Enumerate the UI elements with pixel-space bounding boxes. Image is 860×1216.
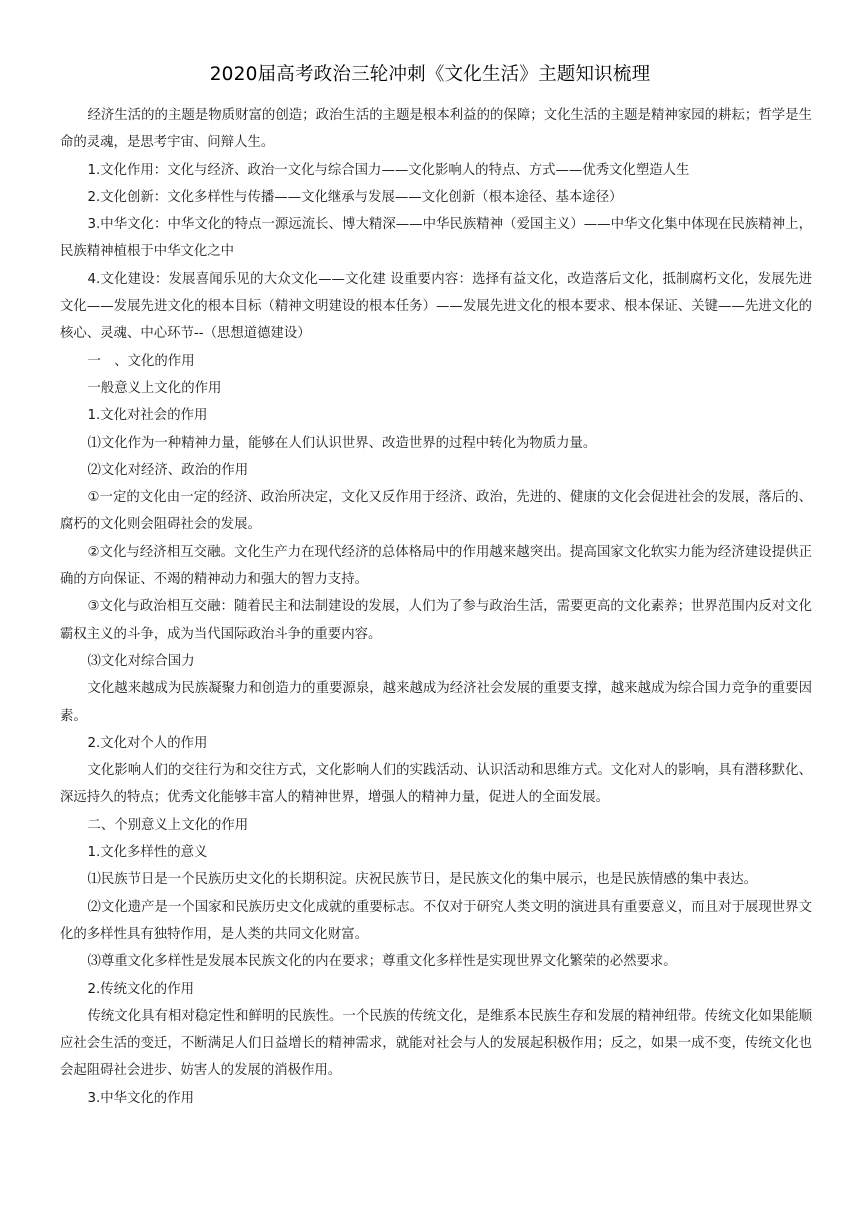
subsection-heading: 2.文化对个人的作用	[87, 735, 208, 751]
paragraph: ③文化与政治相互交融：随着民主和法制建设的发展，人们为了参与政治生活，需要更高的文化素养；世界范围内反对文化霸权主义的斗争，成为当代国际政治斗争的重要内容。	[60, 599, 812, 642]
paragraph: ①一定的文化由一定的经济、政治所决定，文化又反作用于经济、政治，先进的、健康的文化会促进社会的发展，落后的、腐朽的文化则会阻碍社会的发展。	[60, 490, 812, 533]
document-title: 2020届高考政治三轮冲刺《文化生活》主题知识梳理	[209, 64, 651, 85]
section-heading: 二、个别意义上文化的作用	[87, 817, 249, 833]
subsection-heading: 1.文化对社会的作用	[87, 408, 208, 424]
paragraph: 文化越来越成为民族凝聚力和创造力的重要源泉，越来越成为经济社会发展的重要支撑，越来越成为综合国力竞争的重要因素。	[60, 681, 812, 724]
paragraph: 传统文化具有相对稳定性和鲜明的民族性。一个民族的传统文化，是维系本民族生存和发展的精神纽带。传统文化如果能顺应社会生活的变迁，不断满足人们日益增长的精神需求，就能对社会与人的发展起积极作用；反之，如果一成不变，传统文化也会起阻碍社会进步、妨害人的发展的消极作用。	[60, 1008, 812, 1079]
paragraph: ⑶尊重文化多样性是发展本民族文化的内在要求；尊重文化多样性是实现世界文化繁荣的必然要求。	[87, 954, 677, 970]
paragraph: 2.文化创新：文化多样性与传播——文化继承与发展——文化创新（根本途径、基本途径）	[87, 189, 623, 205]
paragraph: 4.文化建设：发展喜闻乐见的大众文化——文化建 设重要内容：选择有益文化，改造落后文化，抵制腐朽文化，发展先进文化——发展先进文化的根本目标（精神文明建设的根本任务）——发展先进文化的根本要求、根本保证、关键——先进文化的核心、灵魂、中心环节--（思想道德建设）	[60, 271, 812, 342]
paragraph: ⑵文化遗产是一个国家和民族历史文化成就的重要标志。不仅对于研究人类文明的演进具有重要意义，而且对于展现世界文化的多样性具有独特作用，是人类的共同文化财富。	[60, 899, 812, 942]
subsection-heading: 一般意义上文化的作用	[87, 380, 222, 396]
section-heading: 一 、文化的作用	[87, 353, 195, 369]
paragraph: ⑴文化作为一种精神力量，能够在人们认识世界、改造世界的过程中转化为物质力量。	[87, 435, 597, 451]
paragraph: 3.中华文化：中华文化的特点一源远流长、博大精深——中华民族精神（爱国主义）——中华文化集中体现在民族精神上，民族精神植根于中华文化之中	[60, 217, 812, 260]
subsection-heading: 2.传统文化的作用	[87, 981, 194, 997]
paragraph: 经济生活的的主题是物质财富的创造；政治生活的主题是根本利益的的保障；文化生活的主题是精神家园的耕耘；哲学是生命的灵魂，是思考宇宙、问辩人生。	[60, 108, 812, 151]
subsection-heading: 3.中华文化的作用	[87, 1090, 194, 1106]
subsection-heading: 1.文化多样性的意义	[87, 845, 208, 861]
paragraph: 1.文化作用：文化与经济、政治一文化与综合国力——文化影响人的特点、方式——优秀文化塑造人生	[87, 162, 690, 178]
paragraph: 文化影响人们的交往行为和交往方式，文化影响人们的实践活动、认识活动和思维方式。文化对人的影响，具有潜移默化、深远持久的特点；优秀文化能够丰富人的精神世界，增强人的精神力量，促进人的全面发展。	[60, 763, 812, 806]
subsection-heading: ⑶文化对综合国力	[87, 653, 195, 669]
paragraph: ⑴民族节日是一个民族历史文化的长期积淀。庆祝民族节日，是民族文化的集中展示，也是民族情感的集中表达。	[87, 872, 757, 888]
document-body	[60, 102, 812, 1112]
subsection-heading: ⑵文化对经济、政治的作用	[87, 462, 249, 478]
paragraph: ②文化与经济相互交融。文化生产力在现代经济的总体格局中的作用越来越突出。提高国家文化软实力能为经济建设提供正确的方向保证、不竭的精神动力和强大的智力支持。	[60, 544, 812, 588]
